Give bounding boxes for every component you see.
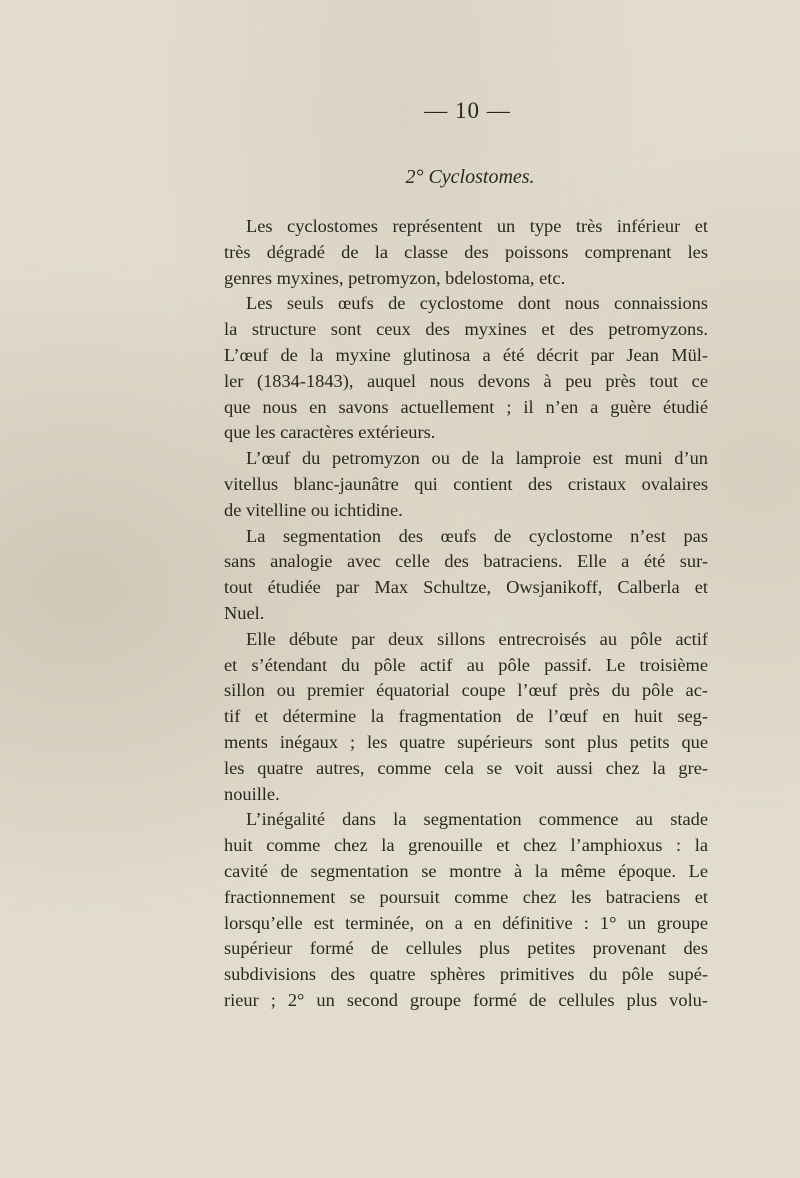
text-line: très dégradé de la classe des poissons comprenant les — [224, 241, 708, 262]
text-line: que les caractères extérieurs. — [224, 422, 436, 443]
section-title: 2° Cyclostomes. — [405, 166, 535, 188]
text-line: Nuel. — [224, 602, 265, 623]
text-line: de vitelline ou ichtidine. — [224, 499, 403, 520]
text-line: ments inégaux ; les quatre supérieurs sont plus petits que — [224, 731, 708, 752]
text-line: supérieur formé de cellules plus petites provenant des — [224, 938, 708, 959]
text-line: huit comme chez la grenouille et chez l’amphioxus : la — [224, 835, 708, 856]
text-line: lorsqu’elle est terminée, on a en définitive : 1° un groupe — [224, 912, 708, 933]
text-line: vitellus blanc-jaunâtre qui contient des cristaux ovalaires — [224, 473, 708, 494]
text-line: nouille. — [224, 783, 280, 804]
text-line: tif et détermine la fragmentation de l’œuf en huit seg- — [224, 706, 708, 727]
text-line: sillon ou premier équatorial coupe l’œuf près du pôle ac- — [224, 680, 708, 701]
text-line: fractionnement se poursuit comme chez les batraciens et — [224, 886, 708, 907]
text-line: Elle débute par deux sillons entrecroisés au pôle actif — [246, 628, 708, 649]
text-line: sans analogie avec celle des batraciens. Elle a été sur- — [224, 551, 708, 572]
text-line: Les cyclostomes représentent un type très inférieur et — [246, 216, 708, 236]
text-line: L’œuf du petromyzon ou de la lamproie est muni d’un — [246, 448, 708, 469]
body-text — [224, 214, 708, 1014]
text-line: subdivisions des quatre sphères primitives du pôle supé- — [224, 964, 708, 985]
text-line: genres myxines, petromyzon, bdelostoma, etc. — [224, 267, 566, 288]
text-line: et s’étendant du pôle actif au pôle passif. Le troisième — [224, 654, 708, 675]
page-number: — 10 — — [424, 98, 511, 123]
text-line: L’inégalité dans la segmentation commence au stade — [246, 809, 708, 830]
text-line: ler (1834-1843), auquel nous devons à peu près tout ce — [224, 370, 708, 391]
text-line: rieur ; 2° un second groupe formé de cellules plus volu- — [224, 989, 708, 1010]
text-line: les quatre autres, comme cela se voit aussi chez la gre- — [224, 757, 708, 778]
text-line: la structure sont ceux des myxines et des petromyzons. — [224, 319, 708, 340]
text-line: tout étudiée par Max Schultze, Owsjanikoff, Calberla et — [224, 577, 708, 598]
text-line: Les seuls œufs de cyclostome dont nous connaissions — [246, 293, 708, 314]
text-line: cavité de segmentation se montre à la même époque. Le — [224, 860, 708, 881]
text-line: que nous en savons actuellement ; il n’en a guère étudié — [224, 396, 708, 417]
text-line: La segmentation des œufs de cyclostome n’est pas — [246, 525, 708, 546]
text-line: L’œuf de la myxine glutinosa a été décrit par Jean Mül- — [224, 344, 708, 365]
